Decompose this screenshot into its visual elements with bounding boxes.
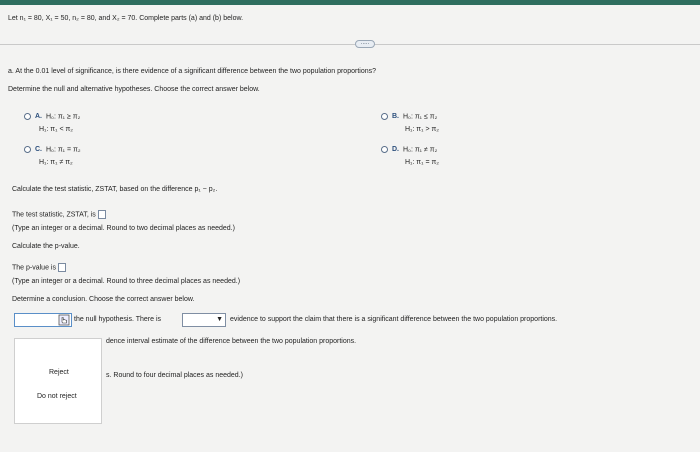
option-d-radio[interactable] bbox=[381, 146, 388, 153]
p-hint: (Type an integer or a decimal. Round to three decimal places as needed.) bbox=[12, 278, 241, 285]
option-c-letter: C. bbox=[35, 146, 42, 154]
hand-cursor-icon bbox=[58, 314, 70, 326]
part-a-question: a. At the 0.01 level of significance, is there evidence of a significant difference between the two population proportions? bbox=[8, 68, 376, 75]
option-b-h1: H₁: π₁ > π₂ bbox=[405, 126, 440, 133]
option-a[interactable] bbox=[24, 113, 80, 120]
option-b-radio[interactable] bbox=[381, 113, 388, 120]
conclusion-text1: the null hypothesis. There is bbox=[74, 316, 162, 323]
option-c-h0: H₀: π₁ = π₂ bbox=[46, 146, 81, 154]
part-b-hint-partial: s. Round to four decimal places as needed.) bbox=[106, 372, 243, 379]
conclusion-text2: evidence to support the claim that there is a significant difference between the two population proportions. bbox=[230, 316, 558, 323]
option-d-h0: H₀: π₁ ≠ π₂ bbox=[403, 146, 438, 154]
option-c-h1: H₁: π₁ ≠ π₂ bbox=[39, 159, 73, 166]
expand-more-button[interactable]: ..... bbox=[355, 40, 375, 48]
p-value-input[interactable] bbox=[58, 263, 66, 272]
option-b[interactable] bbox=[381, 113, 437, 120]
problem-statement: Let n₁ = 80, X₁ = 50, n₂ = 80, and X₂ = 70. Complete parts (a) and (b) below. bbox=[8, 15, 244, 22]
option-b-letter: B. bbox=[392, 113, 399, 121]
stat-line bbox=[12, 210, 106, 219]
menu-item-reject[interactable]: Reject bbox=[49, 369, 69, 376]
option-a-radio[interactable] bbox=[24, 113, 31, 120]
decision-dropdown-menu bbox=[14, 338, 102, 424]
menu-item-do-not-reject[interactable]: Do not reject bbox=[37, 393, 77, 400]
hypotheses-instruction: Determine the null and alternative hypotheses. Choose the correct answer below. bbox=[8, 86, 260, 93]
p-line bbox=[12, 263, 66, 272]
divider bbox=[0, 44, 700, 45]
stat-hint: (Type an integer or a decimal. Round to two decimal places as needed.) bbox=[12, 225, 235, 232]
option-c[interactable] bbox=[24, 146, 81, 153]
option-a-h1: H₁: π₁ < π₂ bbox=[39, 126, 74, 133]
option-c-radio[interactable] bbox=[24, 146, 31, 153]
zstat-input[interactable] bbox=[98, 210, 106, 219]
part-b-prompt-partial: dence interval estimate of the difference between the two population proportions. bbox=[106, 338, 357, 345]
option-d-letter: D. bbox=[392, 146, 399, 154]
p-prompt: The p-value is bbox=[12, 264, 56, 272]
evidence-dropdown[interactable] bbox=[182, 313, 226, 327]
calc-p-label: Calculate the p-value. bbox=[12, 243, 80, 250]
conclusion-prompt: Determine a conclusion. Choose the correct answer below. bbox=[12, 296, 195, 303]
option-a-h0: H₀: π₁ ≥ π₂ bbox=[46, 113, 81, 121]
option-a-letter: A. bbox=[35, 113, 42, 121]
calc-stat-label: Calculate the test statistic, ZSTAT, based on the difference p₁ − p₂. bbox=[12, 186, 218, 193]
top-accent-bar bbox=[0, 0, 700, 5]
dropdown-arrow-icon: ▼ bbox=[216, 316, 223, 323]
option-b-h0: H₀: π₁ ≤ π₂ bbox=[403, 113, 438, 121]
option-d[interactable] bbox=[381, 146, 437, 153]
stat-prompt: The test statistic, ZSTAT, is bbox=[12, 211, 96, 219]
option-d-h1: H₁: π₁ = π₂ bbox=[405, 159, 440, 166]
